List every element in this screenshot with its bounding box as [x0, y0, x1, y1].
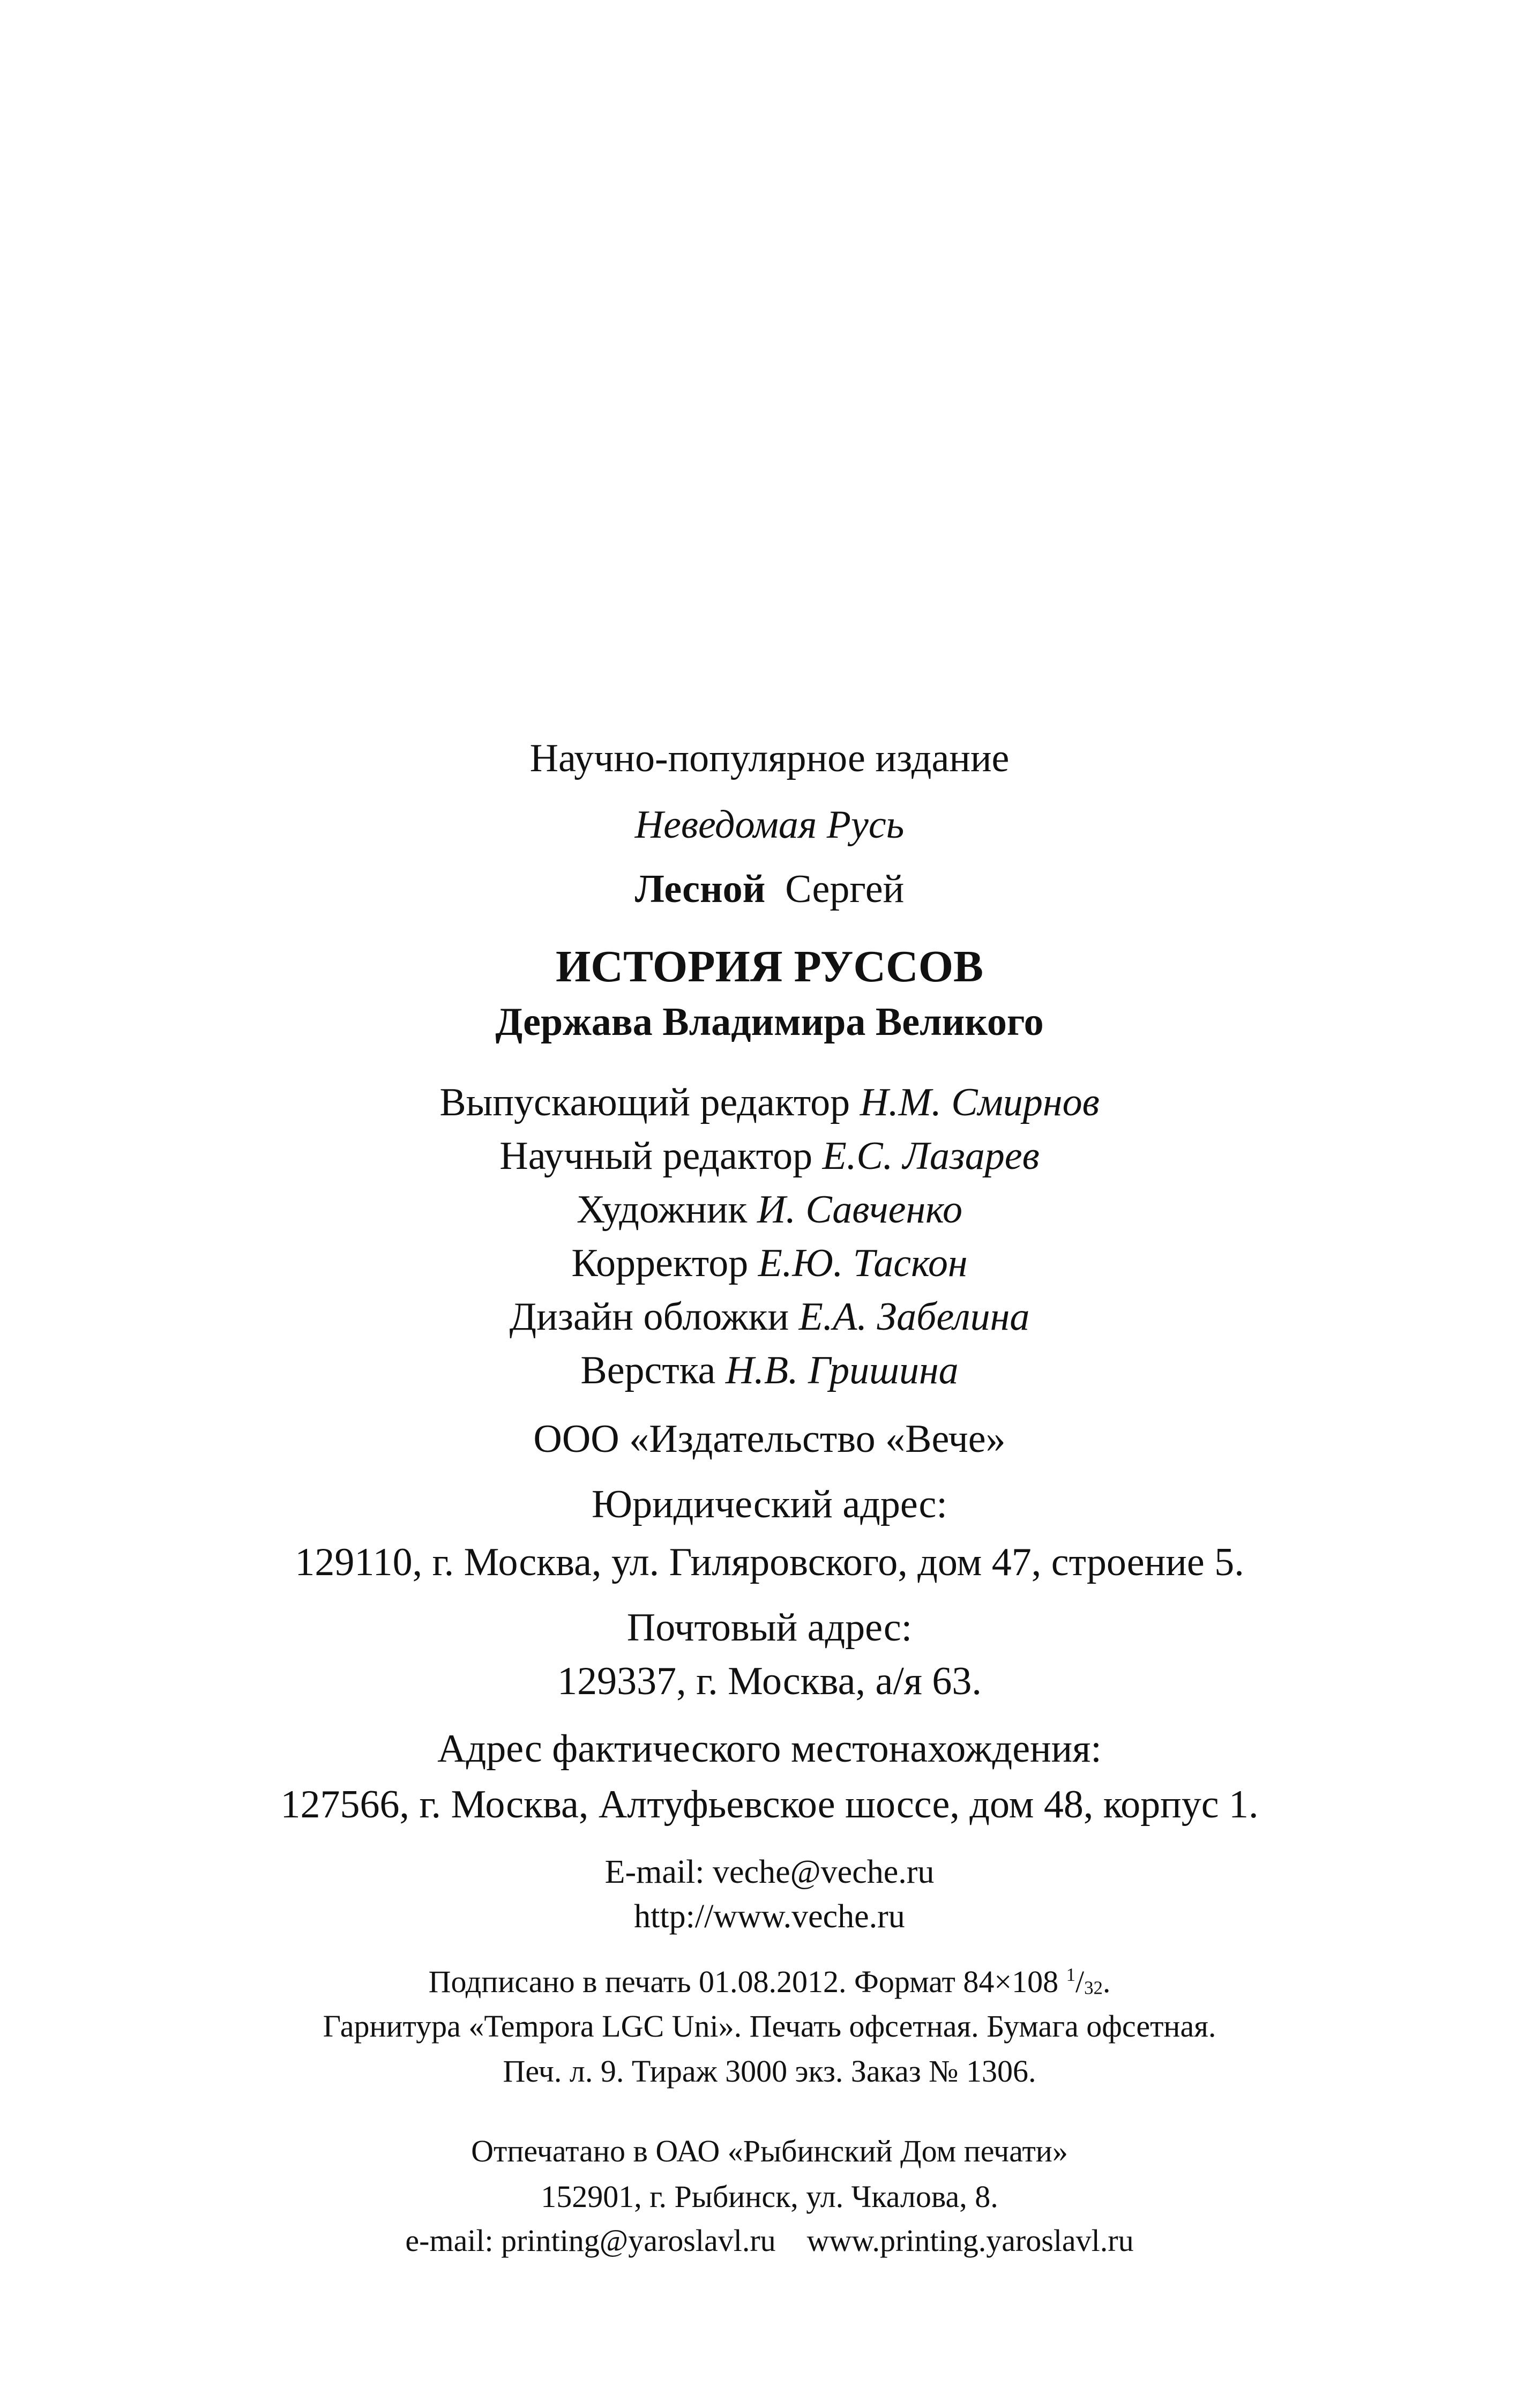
edition-type: Научно-популярное издание	[529, 736, 1010, 780]
credit-role: Художник	[577, 1188, 748, 1232]
signed-to-print-line: Подписано в печать 01.08.2012. Формат 84×108 $^1/_{32}$.	[428, 1964, 1111, 1999]
credit-line	[0, 1243, 1539, 1283]
credit-line	[0, 1136, 1539, 1176]
author-given-name: Сергей	[785, 867, 905, 911]
printer-website: www.printing.yaroslavl.ru	[806, 2223, 1134, 2258]
publisher-website: http://www.veche.ru	[634, 1898, 905, 1935]
author-line	[0, 869, 1539, 909]
format-fraction-denominator: 32	[1084, 1977, 1103, 1999]
credit-line	[0, 1188, 1539, 1232]
legal-address-label: Юридический адрес:	[592, 1482, 947, 1526]
print-run-line: Печ. л. 9. Тираж 3000 экз. Заказ № 1306.	[503, 2054, 1036, 2089]
printer-contacts	[0, 2225, 1539, 2256]
publisher-name: ООО «Издательство «Вече»	[533, 1417, 1006, 1461]
signed-to-print-end: .	[1102, 1964, 1111, 1999]
book-subtitle: Держава Владимира Великого	[495, 1000, 1044, 1044]
credit-role: Выпускающий редактор	[439, 1080, 850, 1124]
credit-name: Н.В. Гришина	[725, 1348, 959, 1392]
legal-address-value: 129110, г. Москва, ул. Гиляровского, дом 47, строение 5.	[295, 1540, 1244, 1584]
author-surname: Лесной	[634, 867, 766, 911]
credit-line	[0, 1348, 1539, 1392]
credit-line	[0, 1297, 1539, 1337]
credit-line	[0, 1080, 1539, 1124]
publisher-email: E-mail: veche@veche.ru	[604, 1854, 935, 1890]
credit-role: Верстка	[580, 1348, 716, 1392]
credit-name: Е.С. Лазарев	[822, 1134, 1040, 1178]
typeface-line: Гарнитура «Tempora LGC Uni». Печать офсетная. Бумага офсетная.	[323, 2009, 1216, 2044]
printer-email: e-mail: printing@yaroslavl.ru	[405, 2223, 776, 2258]
actual-address-value: 127566, г. Москва, Алтуфьевское шоссе, дом 48, корпус 1.	[280, 1783, 1259, 1826]
credit-name: Е.Ю. Таскон	[758, 1241, 968, 1285]
format-fraction-numerator: 1	[1066, 1964, 1075, 1985]
credit-name: Е.А. Забелина	[798, 1295, 1030, 1339]
printer-address: 152901, г. Рыбинск, ул. Чкалова, 8.	[541, 2179, 998, 2214]
credit-name: И. Савченко	[757, 1188, 962, 1232]
credit-role: Научный редактор	[499, 1134, 813, 1178]
credit-role: Корректор	[571, 1241, 749, 1285]
credit-name: Н.М. Смирнов	[860, 1080, 1100, 1124]
signed-to-print-text: Подписано в печать 01.08.2012. Формат 84×108	[428, 1964, 1059, 1999]
actual-address-label: Адрес фактического местонахождения:	[437, 1727, 1102, 1771]
series-title: Неведомая Русь	[634, 803, 905, 847]
postal-address-label: Почтовый адрес:	[626, 1606, 913, 1650]
printer-name: Отпечатано в ОАО «Рыбинский Дом печати»	[471, 2134, 1068, 2168]
postal-address-value: 129337, г. Москва, а/я 63.	[557, 1659, 982, 1703]
credit-role: Дизайн обложки	[509, 1295, 789, 1339]
book-title: ИСТОРИЯ РУССОВ	[555, 942, 984, 991]
